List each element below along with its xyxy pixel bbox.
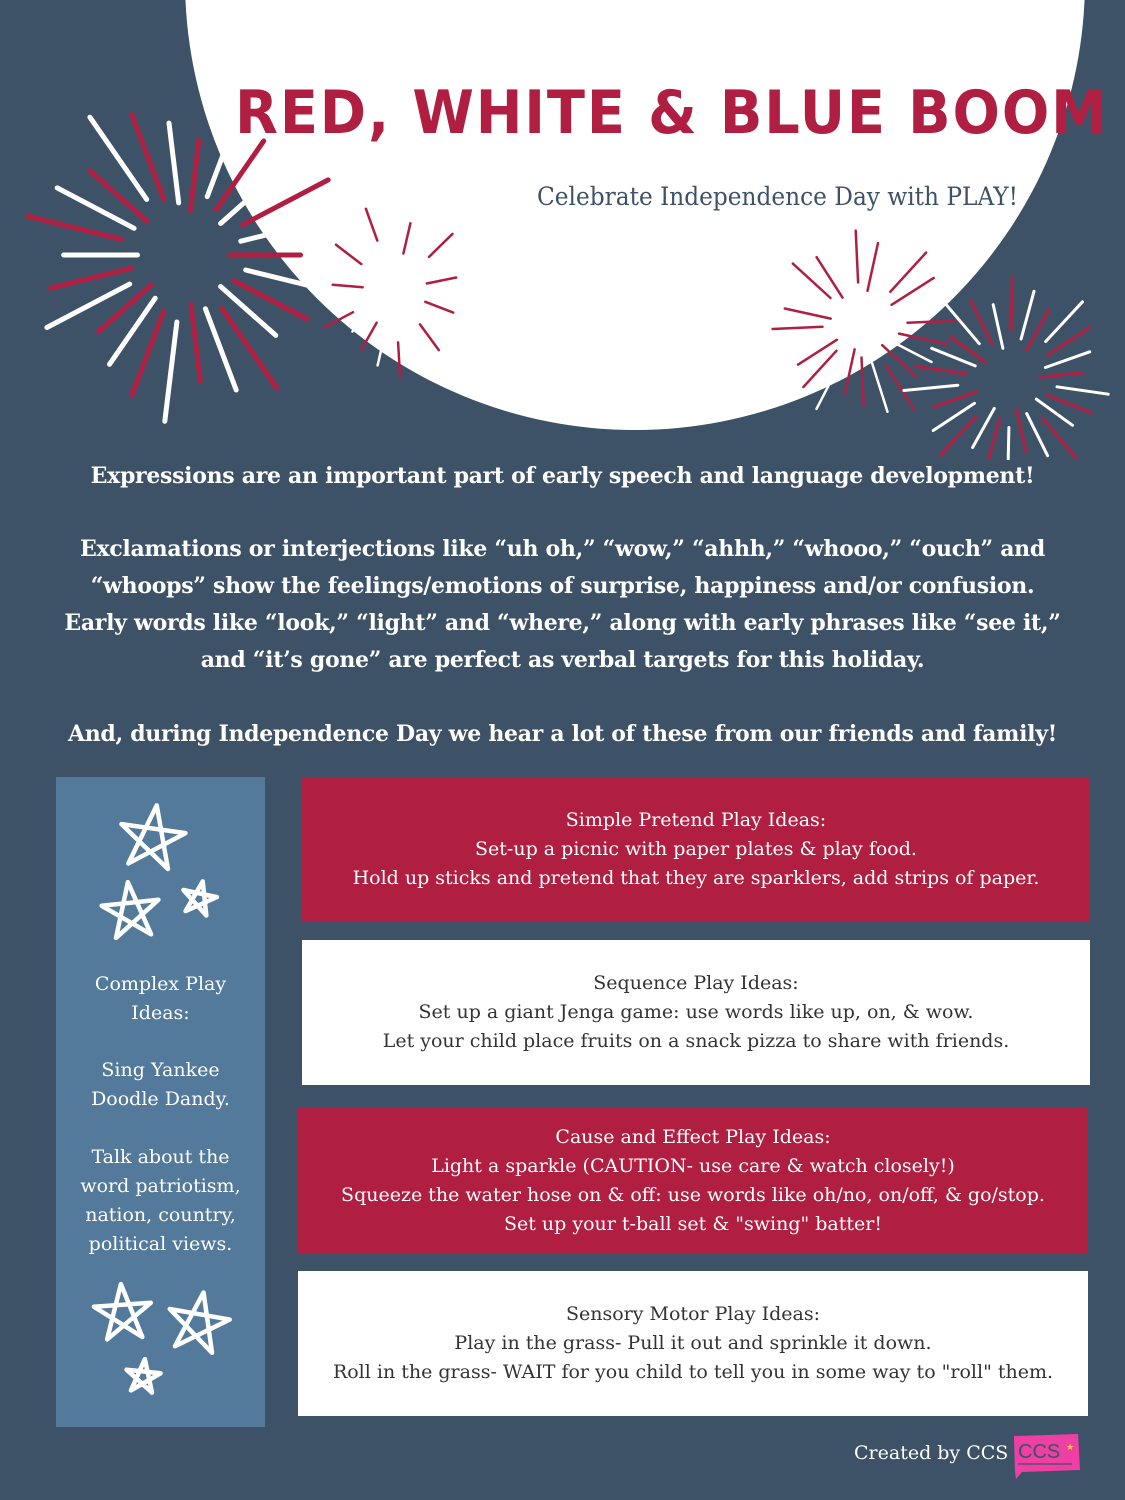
firework-burst xyxy=(767,231,962,412)
sidebar-item-yankee-doodle: Sing Yankee Doodle Dandy. xyxy=(91,1059,230,1110)
card-line: Set up a giant Jenga game: use words like up, on, & wow. xyxy=(418,1001,974,1023)
card-line: Light a sparkle (CAUTION- use care & watch closely!) xyxy=(431,1154,955,1177)
sensory-motor-play-card xyxy=(298,1271,1088,1416)
simple-pretend-play-card xyxy=(302,777,1090,921)
sidebar-heading: Complex Play Ideas: xyxy=(94,973,227,1024)
doodle-stars-top xyxy=(56,777,265,957)
star-icon xyxy=(164,1287,234,1355)
intro-paragraph-3: And, during Independence Day we hear a lot of these from our friends and family! xyxy=(67,721,1058,747)
intro-paragraph-2: Exclamations or interjections like “uh oh,” “wow,” “ahhh,” “whooo,” “ouch” and “whoops” show the feelings/emotions of surprise, happiness and/or confusion. Early words like “look,” “light” and “where,” along with early phrases like “see it,” and “it’s gone” are perfect as verbal targets for this holiday. xyxy=(64,536,1061,673)
card-line: Play in the grass- Pull it out and sprinkle it down. xyxy=(454,1332,932,1354)
card-line: Roll in the grass- WAIT for you child to tell you in some way to "roll" them. xyxy=(332,1361,1054,1383)
cause-effect-play-card xyxy=(298,1108,1088,1253)
logo-text: CCS xyxy=(1018,1441,1061,1463)
firework-burst xyxy=(317,209,478,376)
star-icon xyxy=(124,1357,161,1393)
complex-play-sidebar xyxy=(56,777,265,1427)
page-subtitle: Celebrate Independence Day with PLAY! xyxy=(537,182,1018,211)
fireworks-decoration xyxy=(0,0,1125,460)
card-heading: Sequence Play Ideas: xyxy=(593,972,799,994)
star-icon xyxy=(116,801,189,871)
page-title: RED, WHITE & BLUE BOOM xyxy=(235,78,1109,148)
card-line: Set-up a picnic with paper plates & play food. xyxy=(475,837,917,860)
intro-paragraph-1: Expressions are an important part of early speech and language development! xyxy=(90,463,1035,489)
doodle-stars-bottom xyxy=(56,1272,265,1422)
firework-burst xyxy=(904,277,1108,460)
star-icon xyxy=(92,1282,153,1340)
card-line: Squeeze the water hose on & off: use words like oh/no, on/off, & go/stop. xyxy=(341,1183,1045,1206)
sidebar-item-patriotism: Talk about the word patriotism, nation, country, political views. xyxy=(80,1146,241,1255)
firework-burst xyxy=(28,109,336,421)
sequence-play-card xyxy=(302,940,1090,1085)
card-heading: Cause and Effect Play Ideas: xyxy=(555,1125,831,1148)
star-icon xyxy=(99,879,161,939)
star-icon xyxy=(179,878,219,917)
card-line: Let your child place fruits on a snack pizza to share with friends. xyxy=(382,1030,1010,1052)
credit-text: Created by CCS xyxy=(854,1442,1009,1464)
ccs-logo xyxy=(1010,1432,1082,1480)
card-heading: Sensory Motor Play Ideas: xyxy=(566,1303,820,1325)
svg-text:★: ★ xyxy=(1066,1442,1075,1452)
card-heading: Simple Pretend Play Ideas: xyxy=(565,808,827,831)
card-line: Set up your t-ball set & "swing" batter! xyxy=(504,1212,882,1235)
card-line: Hold up sticks and pretend that they are sparklers, add strips of paper. xyxy=(352,866,1040,889)
